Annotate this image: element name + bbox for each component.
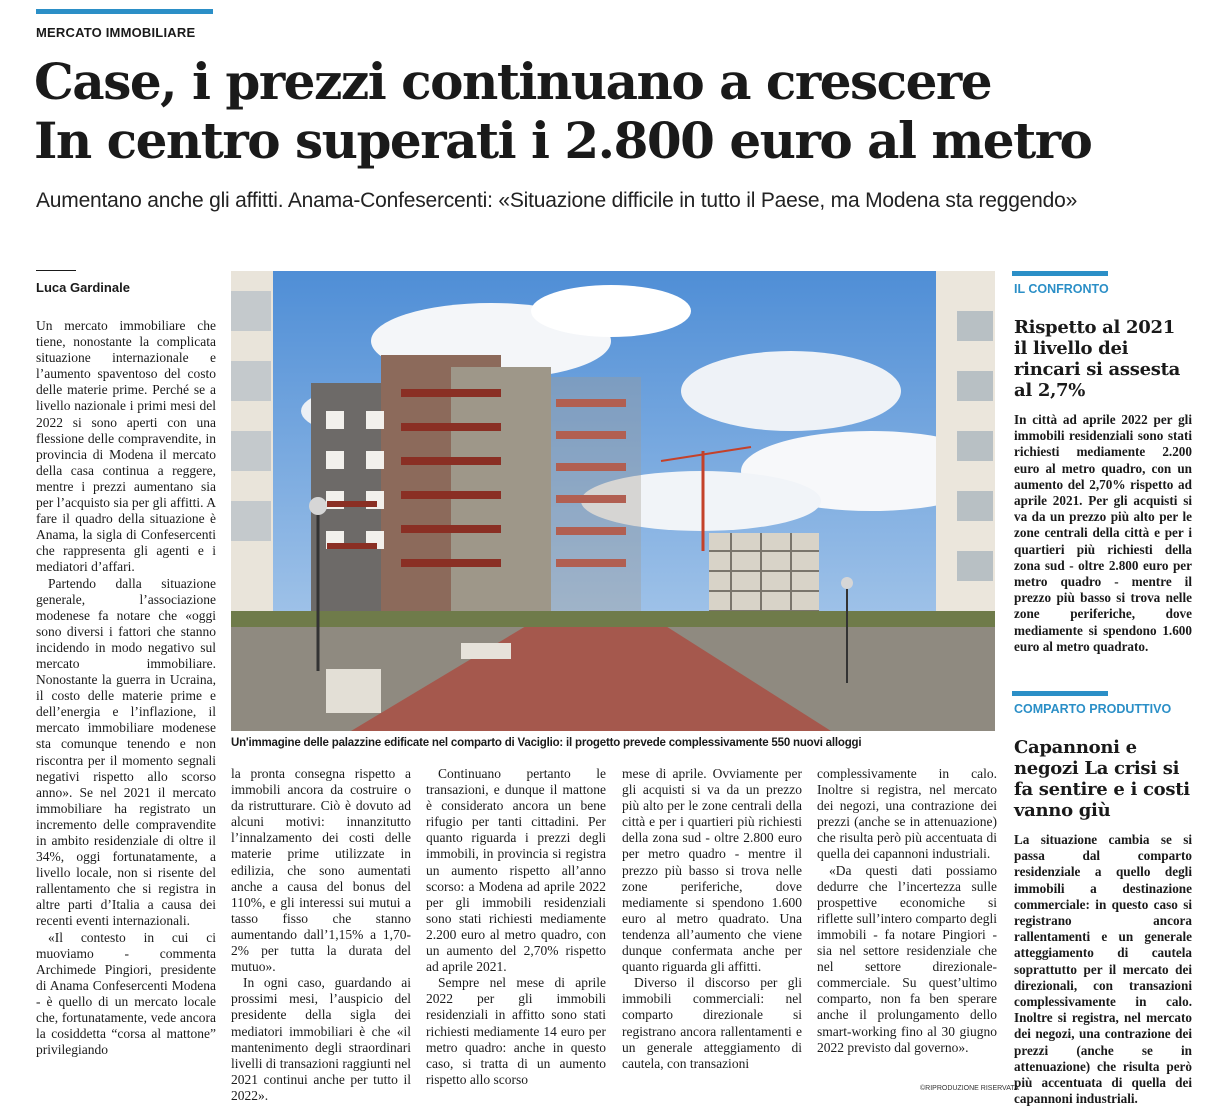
headline-line-1: Case, i prezzi continuano a crescere — [34, 52, 992, 111]
paragraph: la pronta consegna rispetto a immobili ancora da costruire o da ristrutturare. Ciò è dovuto ad alcuni motivi: innanzitutto l’innalzamento dei costi delle materie prime utilizzate in edilizia, che sono aumentati anche a causa del bonus del 110%, e gli interessi sui mutui a tasso fisso che stanno aumentando dall’1,15% a 1,70-2% per tutta la durata del mutuo». — [231, 766, 411, 975]
paragraph: Un mercato immobiliare che tiene, nonostante la complicata situazione internazionale e l’aumento spaventoso del costo delle materie prime. Perché se a livello nazionale i primi mesi del 2022 si sono aperti con una flessione delle compravendite, in provincia di Modena il mercato della casa continua a reggere, mentre i prezzi aumentano sia per l’acquisto sia per gli affitti. A fare il quadro della situazione è Anama, la sigla di Confesercenti che rappresenta gli agenti e i mediatori d’affari. — [36, 318, 216, 575]
article-column-2 — [231, 766, 411, 1104]
sidebar-title-1: Rispetto al 2021 il livello dei rincari si assesta al 2,7% — [1014, 317, 1180, 401]
article-column-4 — [622, 766, 802, 1072]
headline-line-2: In centro superati i 2.800 euro al metro — [34, 111, 1092, 170]
paragraph: mese di aprile. Ovviamente per gli acquisti si va da un prezzo più alto per le zone centrali della città e per i quartieri più richiesti della zona sud - oltre 2.800 euro per metro quadro - mentre il prezzo più basso si trova nelle zone periferiche, dove mediamente si spendono 1.600 euro al metro quadrato. Una tendenza all’aumento che viene dunque confermata anche per quanto riguarda gli affitti. — [622, 766, 802, 975]
photo-caption: Un'immagine delle palazzine edificate nel comparto di Vaciglio: il progetto prevede complessivamente 550 nuovi alloggi — [231, 737, 862, 749]
sidebar-text-2: La situazione cambia se si passa dal comparto residenziale a quello degli immobili a destinazione commerciale: in questo caso si registrano ancora rallentamenti e un generale atteggiamento di cautela soprattutto per il mercato dei direzionali, con transazioni complessivamente in calo. Inoltre si registra, nel mercato dei negozi, una contrazione dei prezzi (anche se in attenuazione) che risulta però più accentuata di quella dei capannoni industriali. — [1014, 832, 1192, 1107]
sidebar-accent-bar-1 — [1012, 271, 1108, 276]
paragraph: complessivamente in calo. Inoltre si registra, nel mercato dei negozi, una contrazione dei prezzi (anche se in attenuazione) che risulta però più accentuata di quella dei capannoni industriali. — [817, 766, 997, 862]
paragraph: «Il contesto in cui ci muoviamo - commenta Archimede Pingiori, presidente di Anama Confesercenti Modena - è quello di un mercato locale che, fortunatamente, vede ancora la cosiddetta “corsa al mattone” privilegiando — [36, 929, 216, 1058]
sidebar-label-1: IL CONFRONTO — [1014, 282, 1109, 296]
article-photo — [231, 271, 995, 731]
paragraph: Sempre nel mese di aprile 2022 per gli immobili residenziali in affitto sono stati richiesti mediamente 14 euro per metro quadro: anche in questo caso, si tratta di un aumento rispetto allo scorso — [426, 975, 606, 1087]
subheadline: Aumentano anche gli affitti. Anama-Confesercenti: «Situazione difficile in tutto il Paese, ma Modena sta reggendo» — [36, 189, 1078, 212]
paragraph: In ogni caso, guardando ai prossimi mesi, l’auspicio del presidente della sigla dei mediatori immobiliari è che «il mantenimento degli straordinari livelli di transazioni raggiunti nel 2021 continui anche per tutto il 2022». — [231, 975, 411, 1103]
article-column-1 — [36, 318, 216, 1058]
author-byline: Luca Gardinale — [36, 280, 130, 295]
article-column-5 — [817, 766, 997, 1056]
sidebar-label-2: COMPARTO PRODUTTIVO — [1014, 702, 1172, 716]
paragraph: Diverso il discorso per gli immobili commerciali: nel comparto direzionale si registrano ancora rallentamenti e un generale atteggiamento di cautela, con transazioni — [622, 975, 802, 1071]
headline — [34, 52, 1194, 170]
top-accent-bar — [36, 9, 213, 14]
author-rule — [36, 270, 76, 271]
paragraph: Partendo dalla situazione generale, l’associazione modenese fa notare che «oggi sono diversi i fattori che stanno incidendo in modo negativo sul mercato immobiliare. Nonostante la guerra in Ucraina, il costo delle materie prime e dell’energia e l’inflazione, il mercato immobiliare modenese sta comunque tenendo e non riscontra per il momento segnali negativi rispetto allo scorso anno». Se nel 2021 il mercato immobiliare ha registrato un incremento delle compravendite in ambito residenziale di oltre il 34%, oggi fortunatamente, a livello locale, non si risente del rallentamento che si registra in altre parti d’Italia a causa dei recenti eventi internazionali. — [36, 575, 216, 929]
paragraph: «Da questi dati possiamo dedurre che l’incertezza sulle prospettive economiche si riflette sull’intero comparto degli immobili - fa notare Pingiori - sia nel settore residenziale che nel settore direzionale-commerciale. Su quest’ultimo comparto, non fa ben sperare anche il prolungamento dello smart-working fino al 30 giugno 2022 previsto dal governo». — [817, 862, 997, 1055]
sidebar-title-2: Capannoni e negozi La crisi si fa sentire e i costi vanno giù — [1014, 737, 1190, 821]
copyright-notice: ©RIPRODUZIONE RISERVATA — [920, 1085, 1019, 1092]
section-kicker: MERCATO IMMOBILIARE — [36, 25, 196, 40]
paragraph: Continuano pertanto le transazioni, e dunque il mattone è considerato ancora un bene rifugio per tanti cittadini. Per quanto riguarda i prezzi degli immobili, in provincia si registra un aumento rispetto all’anno scorso: a Modena ad aprile 2022 per gli immobili residenziali sono stati richiesti mediamente 2.200 euro al metro quadro, con un aumento del 2,70% rispetto ad aprile 2021. — [426, 766, 606, 975]
sidebar-accent-bar-2 — [1012, 691, 1108, 696]
article-column-3 — [426, 766, 606, 1088]
sidebar-text-1: In città ad aprile 2022 per gli immobili residenziali sono stati richiesti mediamente 2.200 euro al metro quadro, con un aumento del 2,70% rispetto ad aprile 2021. Per gli acquisti si va da un prezzo più alto per le zone centrali della città e per i quartieri più richiesti della zona sud - oltre 2.800 euro per metro quadro - mentre il prezzo più basso si trova nelle zone periferiche, dove mediamente si spendono 1.600 euro al metro quadrato. — [1014, 412, 1192, 654]
